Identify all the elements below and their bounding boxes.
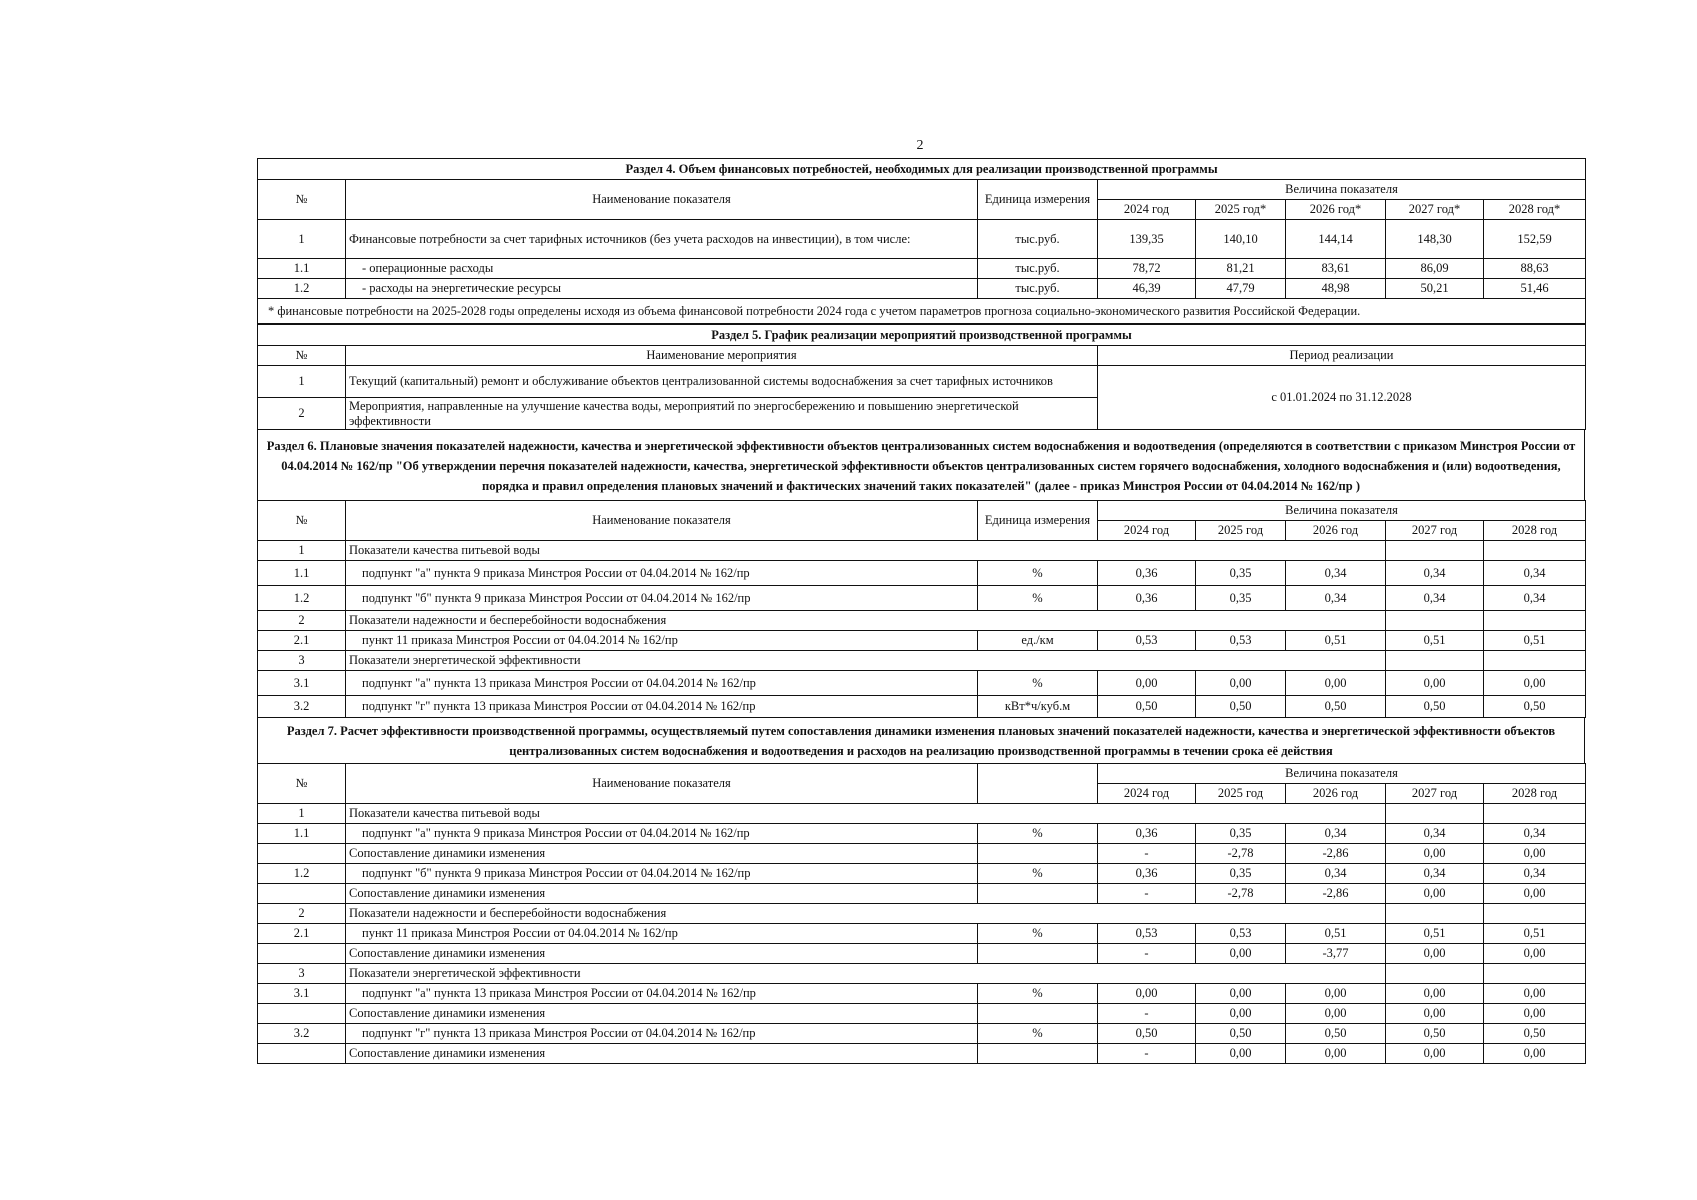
group-name: Показатели качества питьевой воды (346, 804, 1386, 824)
col-header-no: № (258, 346, 346, 366)
row-value: 0,34 (1484, 824, 1586, 844)
row-no: 2 (258, 611, 346, 631)
row-value: 0,34 (1286, 824, 1386, 844)
row-no: 3.2 (258, 696, 346, 718)
document-body (257, 158, 1585, 1064)
col-header-year: 2027 год* (1386, 200, 1484, 220)
row-name: пункт 11 приказа Минстроя России от 04.04.2014 № 162/пр (346, 631, 978, 651)
col-header-value: Величина показателя (1098, 180, 1586, 200)
group-name: Показатели качества питьевой воды (346, 541, 1386, 561)
row-no: 3.2 (258, 1024, 346, 1044)
row-value: 0,00 (1196, 671, 1286, 696)
row-name: Текущий (капитальный) ремонт и обслуживание объектов централизованной системы водоснабжения за счет тарифных источников (346, 366, 1098, 398)
compare-value: 0,00 (1196, 1004, 1286, 1024)
row-no: 1 (258, 220, 346, 259)
row-no: 1 (258, 541, 346, 561)
table-row (258, 631, 1586, 651)
col-header-name: Наименование показателя (346, 764, 978, 804)
col-header-value: Величина показателя (1098, 764, 1586, 784)
col-header-no: № (258, 764, 346, 804)
compare-value: 0,00 (1196, 944, 1286, 964)
compare-value: 0,00 (1196, 1044, 1286, 1064)
row-value: 78,72 (1098, 259, 1196, 279)
row-value: 0,53 (1098, 924, 1196, 944)
col-header-no: № (258, 180, 346, 220)
table-row (258, 259, 1586, 279)
row-value: 0,34 (1484, 586, 1586, 611)
row-no: 3.1 (258, 671, 346, 696)
col-header-year: 2025 год (1196, 521, 1286, 541)
compare-value: 0,00 (1286, 1044, 1386, 1064)
row-value: 0,50 (1286, 1024, 1386, 1044)
row-unit: % (978, 586, 1098, 611)
table-row (258, 586, 1586, 611)
row-value: 0,36 (1098, 586, 1196, 611)
row-value: 0,53 (1196, 924, 1286, 944)
group-row (258, 541, 1586, 561)
compare-value: - (1098, 1044, 1196, 1064)
row-unit: тыс.руб. (978, 220, 1098, 259)
row-value: 48,98 (1286, 279, 1386, 299)
compare-value: - (1098, 844, 1196, 864)
row-value: 0,34 (1484, 864, 1586, 884)
row-value: 0,34 (1386, 561, 1484, 586)
col-header-year: 2024 год (1098, 784, 1196, 804)
compare-value: -2,78 (1196, 884, 1286, 904)
col-header-year: 2026 год (1286, 784, 1386, 804)
compare-value: -2,86 (1286, 844, 1386, 864)
row-name: подпункт "а" пункта 9 приказа Минстроя России от 04.04.2014 № 162/пр (346, 824, 978, 844)
row-name: подпункт "а" пункта 13 приказа Минстроя России от 04.04.2014 № 162/пр (346, 671, 978, 696)
section7-table (257, 763, 1586, 1064)
compare-value: -3,77 (1286, 944, 1386, 964)
row-name: пункт 11 приказа Минстроя России от 04.04.2014 № 162/пр (346, 924, 978, 944)
row-value: 0,50 (1196, 1024, 1286, 1044)
row-value: 0,51 (1386, 631, 1484, 651)
compare-value: 0,00 (1286, 1004, 1386, 1024)
row-value: 0,00 (1098, 984, 1196, 1004)
row-unit: кВт*ч/куб.м (978, 696, 1098, 718)
table-row (258, 561, 1586, 586)
row-value: 0,50 (1196, 696, 1286, 718)
row-no: 2 (258, 398, 346, 430)
row-value: 0,00 (1286, 671, 1386, 696)
table-row (258, 984, 1586, 1004)
section7-title: Раздел 7. Расчет эффективности производственной программы, осуществляемый путем сопоставления динамики изменения плановых значений показателей надежности, качества и энергетической эффективности объектов централизованных систем водоснабжения и водоотведения и расходов на реализацию производственной программы в течении срока её действия (257, 718, 1585, 763)
col-header-year: 2028 год* (1484, 200, 1586, 220)
compare-row (258, 944, 1586, 964)
row-value: 0,34 (1286, 586, 1386, 611)
table-row (258, 864, 1586, 884)
compare-label: Сопоставление динамики изменения (346, 944, 978, 964)
row-value: 0,50 (1386, 696, 1484, 718)
table-row (258, 824, 1586, 844)
compare-row (258, 844, 1586, 864)
table-row (258, 671, 1586, 696)
col-header-name: Наименование показателя (346, 501, 978, 541)
row-value: 0,34 (1484, 561, 1586, 586)
group-row (258, 804, 1586, 824)
page-number: 2 (916, 138, 924, 153)
group-row (258, 904, 1586, 924)
group-name: Показатели энергетической эффективности (346, 964, 1386, 984)
row-name: подпункт "г" пункта 13 приказа Минстроя России от 04.04.2014 № 162/пр (346, 696, 978, 718)
col-header-year: 2028 год (1484, 521, 1586, 541)
row-value: 0,00 (1286, 984, 1386, 1004)
row-value: 0,53 (1098, 631, 1196, 651)
table-row (258, 279, 1586, 299)
row-value: 0,00 (1098, 671, 1196, 696)
row-value: 152,59 (1484, 220, 1586, 259)
row-name: подпункт "г" пункта 13 приказа Минстроя России от 04.04.2014 № 162/пр (346, 1024, 978, 1044)
row-name: подпункт "б" пункта 9 приказа Минстроя России от 04.04.2014 № 162/пр (346, 864, 978, 884)
row-value: 88,63 (1484, 259, 1586, 279)
row-no: 1.1 (258, 824, 346, 844)
compare-value: 0,00 (1484, 1004, 1586, 1024)
table-row (258, 220, 1586, 259)
row-unit: % (978, 824, 1098, 844)
row-value: 0,50 (1484, 1024, 1586, 1044)
col-header-no: № (258, 501, 346, 541)
section5-table (257, 324, 1586, 430)
col-header-unit-empty (978, 764, 1098, 804)
row-value: 50,21 (1386, 279, 1484, 299)
row-value: 0,00 (1386, 984, 1484, 1004)
row-value: 0,35 (1196, 824, 1286, 844)
col-header-value: Величина показателя (1098, 501, 1586, 521)
row-value: 0,51 (1484, 924, 1586, 944)
col-header-year: 2024 год (1098, 200, 1196, 220)
row-value: 47,79 (1196, 279, 1286, 299)
row-value: 0,50 (1098, 696, 1196, 718)
row-value: 86,09 (1386, 259, 1484, 279)
compare-label: Сопоставление динамики изменения (346, 884, 978, 904)
row-no: 3 (258, 651, 346, 671)
compare-value: 0,00 (1484, 1044, 1586, 1064)
compare-value: 0,00 (1386, 844, 1484, 864)
row-name: Финансовые потребности за счет тарифных источников (без учета расходов на инвестиции), в том числе: (346, 220, 978, 259)
row-name: - операционные расходы (346, 259, 978, 279)
section4-footnote: * финансовые потребности на 2025-2028 годы определены исходя из объема финансовой потребности 2024 года с учетом параметров прогноза социально-экономического развития Российской Федерации. (258, 299, 1586, 324)
col-header-period: Период реализации (1098, 346, 1586, 366)
group-name: Показатели энергетической эффективности (346, 651, 1386, 671)
row-unit: % (978, 984, 1098, 1004)
row-value: 144,14 (1286, 220, 1386, 259)
row-unit: тыс.руб. (978, 279, 1098, 299)
row-value: 0,34 (1286, 864, 1386, 884)
col-header-year: 2025 год* (1196, 200, 1286, 220)
group-name: Показатели надежности и бесперебойности водоснабжения (346, 611, 1386, 631)
compare-value: 0,00 (1484, 884, 1586, 904)
row-value: 0,50 (1286, 696, 1386, 718)
compare-value: - (1098, 944, 1196, 964)
row-value: 0,53 (1196, 631, 1286, 651)
col-header-year: 2024 год (1098, 521, 1196, 541)
group-name: Показатели надежности и бесперебойности водоснабжения (346, 904, 1386, 924)
table-row (258, 1024, 1586, 1044)
row-name: подпункт "а" пункта 13 приказа Минстроя России от 04.04.2014 № 162/пр (346, 984, 978, 1004)
row-no: 1 (258, 804, 346, 824)
row-unit: % (978, 1024, 1098, 1044)
compare-value: 0,00 (1386, 1004, 1484, 1024)
row-value: 0,50 (1484, 696, 1586, 718)
row-value: 0,00 (1196, 984, 1286, 1004)
compare-value: 0,00 (1386, 944, 1484, 964)
row-no: 1.2 (258, 279, 346, 299)
row-no: 3.1 (258, 984, 346, 1004)
row-no: 1.1 (258, 561, 346, 586)
col-header-year: 2028 год (1484, 784, 1586, 804)
row-value: 139,35 (1098, 220, 1196, 259)
row-value: 0,36 (1098, 561, 1196, 586)
compare-row (258, 884, 1586, 904)
row-no: 3 (258, 964, 346, 984)
row-value: 0,51 (1286, 631, 1386, 651)
row-unit: тыс.руб. (978, 259, 1098, 279)
table-row (258, 696, 1586, 718)
row-unit: % (978, 864, 1098, 884)
row-value: 0,00 (1484, 984, 1586, 1004)
row-value: 0,35 (1196, 586, 1286, 611)
section4-title: Раздел 4. Объем финансовых потребностей, необходимых для реализации производственной программы (258, 159, 1586, 180)
section4-table (257, 158, 1586, 324)
row-no: 1.2 (258, 586, 346, 611)
col-header-year: 2026 год* (1286, 200, 1386, 220)
row-name: - расходы на энергетические ресурсы (346, 279, 978, 299)
row-value: 0,51 (1386, 924, 1484, 944)
section5-title: Раздел 5. График реализации мероприятий производственной программы (258, 325, 1586, 346)
row-value: 81,21 (1196, 259, 1286, 279)
row-name: Мероприятия, направленные на улучшение качества воды, мероприятий по энергосбережению и повышению энергетической эффективности (346, 398, 1098, 430)
group-row (258, 964, 1586, 984)
col-header-unit: Единица измерения (978, 501, 1098, 541)
row-value: 0,35 (1196, 561, 1286, 586)
col-header-name: Наименование мероприятия (346, 346, 1098, 366)
row-value: 148,30 (1386, 220, 1484, 259)
row-no: 1 (258, 366, 346, 398)
row-unit: ед./км (978, 631, 1098, 651)
row-unit: % (978, 924, 1098, 944)
row-value: 0,36 (1098, 864, 1196, 884)
col-header-year: 2027 год (1386, 784, 1484, 804)
col-header-year: 2025 год (1196, 784, 1286, 804)
row-no: 1.2 (258, 864, 346, 884)
row-value: 0,51 (1484, 631, 1586, 651)
implementation-period: с 01.01.2024 по 31.12.2028 (1098, 366, 1586, 430)
row-value: 0,50 (1386, 1024, 1484, 1044)
row-value: 51,46 (1484, 279, 1586, 299)
section6-title: Раздел 6. Плановые значения показателей надежности, качества и энергетической эффективности объектов централизованных систем водоснабжения и водоотведения (определяются в соответствии с приказом Минстроя России от 04.04.2014 № 162/пр "Об утверждении перечня показателей надежности, качества, энергетической эффективности объектов централизованных систем горячего водоснабжения, холодного водоснабжения и (или) водоотведения, порядка и правил определения плановых значений и фактических значений таких показателей" (далее - приказ Минстроя России от 04.04.2014 № 162/пр ) (257, 430, 1585, 500)
compare-row (258, 1044, 1586, 1064)
row-value: 0,50 (1098, 1024, 1196, 1044)
row-unit: % (978, 671, 1098, 696)
row-unit: % (978, 561, 1098, 586)
row-value: 0,36 (1098, 824, 1196, 844)
row-no: 2 (258, 904, 346, 924)
section6-table (257, 500, 1586, 718)
table-row (258, 924, 1586, 944)
row-name: подпункт "а" пункта 9 приказа Минстроя России от 04.04.2014 № 162/пр (346, 561, 978, 586)
compare-label: Сопоставление динамики изменения (346, 1044, 978, 1064)
row-value: 0,34 (1386, 864, 1484, 884)
row-value: 0,34 (1386, 824, 1484, 844)
col-header-year: 2027 год (1386, 521, 1484, 541)
compare-value: 0,00 (1484, 844, 1586, 864)
group-row (258, 651, 1586, 671)
compare-value: - (1098, 1004, 1196, 1024)
row-value: 0,34 (1386, 586, 1484, 611)
row-name: подпункт "б" пункта 9 приказа Минстроя России от 04.04.2014 № 162/пр (346, 586, 978, 611)
group-row (258, 611, 1586, 631)
col-header-year: 2026 год (1286, 521, 1386, 541)
row-value: 0,51 (1286, 924, 1386, 944)
compare-value: -2,78 (1196, 844, 1286, 864)
compare-value: -2,86 (1286, 884, 1386, 904)
row-no: 1.1 (258, 259, 346, 279)
row-value: 0,34 (1286, 561, 1386, 586)
col-header-name: Наименование показателя (346, 180, 978, 220)
row-value: 0,00 (1386, 671, 1484, 696)
row-value: 0,00 (1484, 671, 1586, 696)
row-value: 0,35 (1196, 864, 1286, 884)
row-no: 2.1 (258, 631, 346, 651)
compare-label: Сопоставление динамики изменения (346, 844, 978, 864)
compare-value: 0,00 (1484, 944, 1586, 964)
row-value: 140,10 (1196, 220, 1286, 259)
col-header-unit: Единица измерения (978, 180, 1098, 220)
row-value: 83,61 (1286, 259, 1386, 279)
row-no: 2.1 (258, 924, 346, 944)
compare-label: Сопоставление динамики изменения (346, 1004, 978, 1024)
compare-value: 0,00 (1386, 1044, 1484, 1064)
compare-row (258, 1004, 1586, 1024)
table-row (258, 366, 1586, 398)
compare-value: - (1098, 884, 1196, 904)
row-value: 46,39 (1098, 279, 1196, 299)
compare-value: 0,00 (1386, 884, 1484, 904)
